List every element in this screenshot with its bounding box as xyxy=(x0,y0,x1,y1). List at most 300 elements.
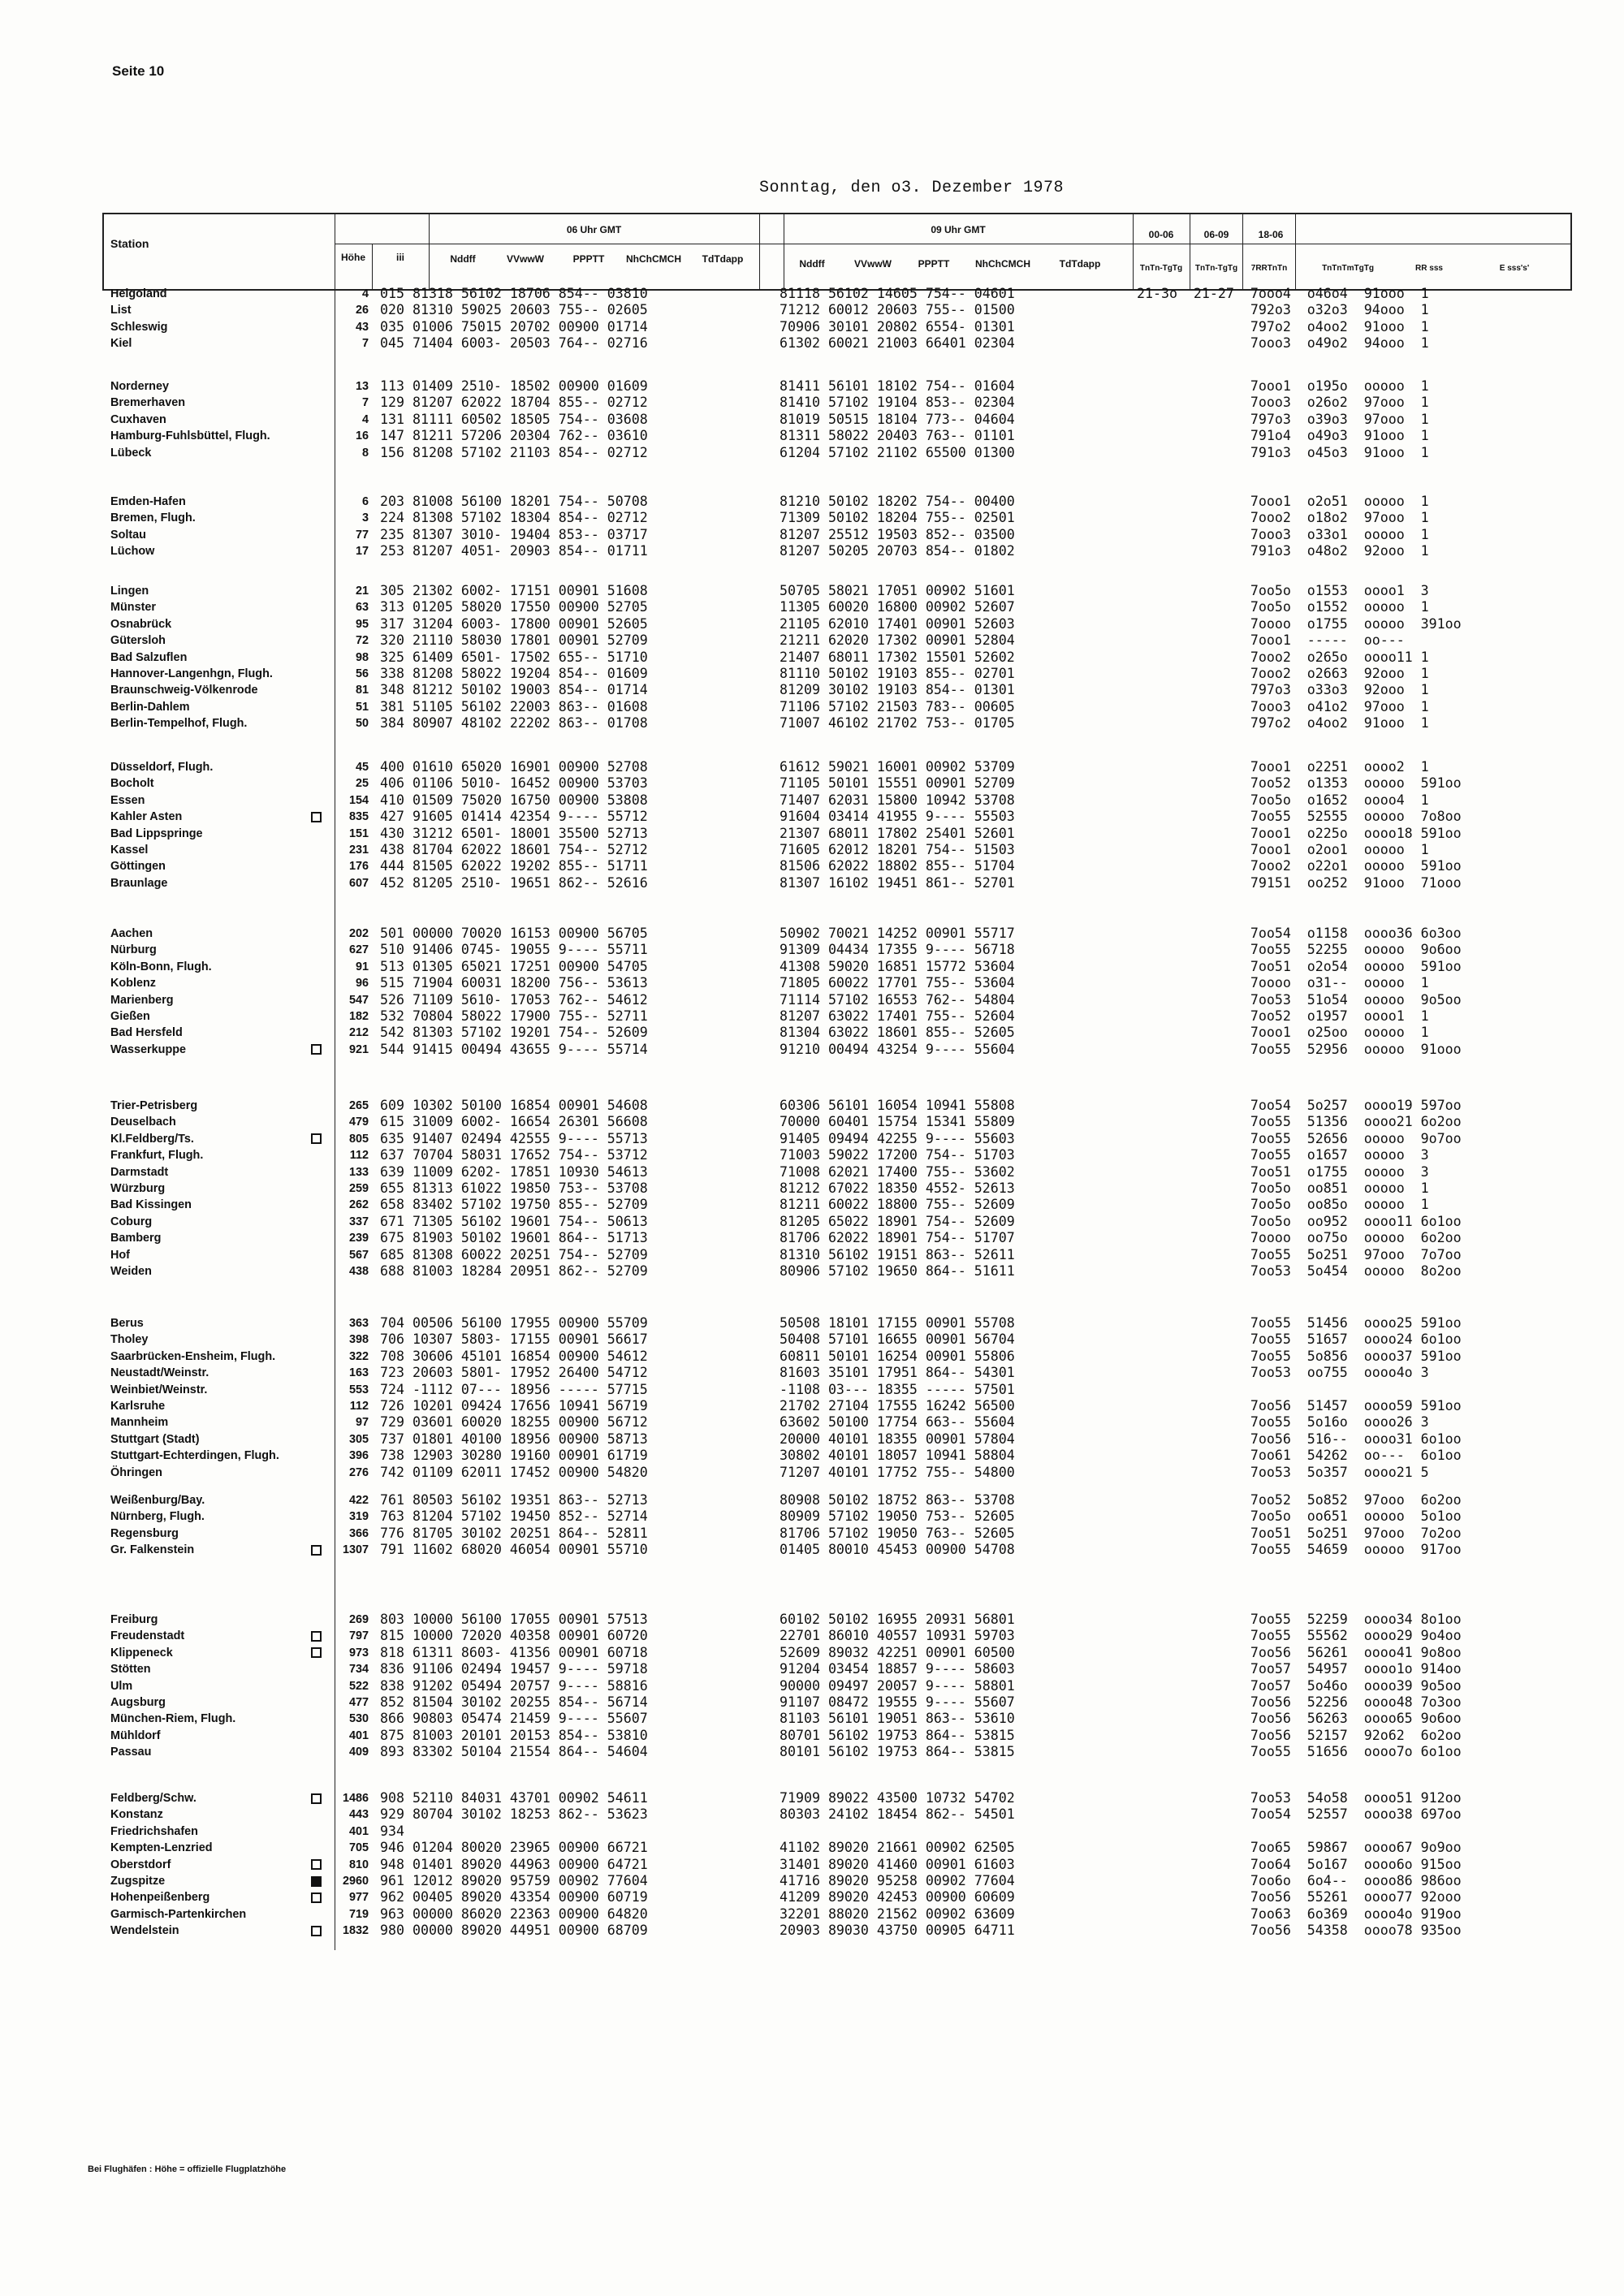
station-name: Münster xyxy=(110,601,156,615)
data-cell: 946 01204 80020 23965 00900 66721 xyxy=(380,1840,648,1856)
data-cell: 7ooo1 o225o oooo18 591oo xyxy=(1137,825,1462,841)
station-row xyxy=(110,1008,346,1025)
station-height: 835 xyxy=(348,810,369,824)
station-name: Gütersloh xyxy=(110,634,166,648)
data-cell: 737 01801 40100 18956 00900 58713 xyxy=(380,1431,648,1447)
data-cell: 7oo55 51456 oooo25 591oo xyxy=(1137,1315,1462,1331)
t0006-header: TnTn-TgTg xyxy=(1139,264,1183,273)
data-cell: 80101 56102 19753 864-- 53815 xyxy=(780,1744,1015,1760)
data-cell: 129 81207 62022 18704 855-- 02712 xyxy=(380,395,648,411)
station-height: 607 xyxy=(348,876,369,890)
data-cell: 31401 89020 41460 00901 61603 xyxy=(780,1856,1015,1872)
station-row xyxy=(110,1628,346,1644)
data-cell: 7oo61 54262 oo--- 6o1oo xyxy=(1137,1448,1462,1464)
station-name: Berus xyxy=(110,1317,144,1330)
station-row xyxy=(110,494,346,510)
data-cell: 7oo55 51657 oooo24 6o1oo xyxy=(1137,1331,1462,1348)
clouds09-header: NhChCMCH xyxy=(975,258,1030,270)
data-cell: 20000 40101 18355 00901 57804 xyxy=(780,1431,1015,1447)
station-group xyxy=(110,1492,346,1559)
station-height: 91 xyxy=(355,960,369,973)
station-height: 7 xyxy=(361,396,369,410)
data-cell: 81207 63022 17401 755-- 52604 xyxy=(780,1008,1015,1024)
data-cell: 91309 04434 17355 9---- 56718 xyxy=(780,942,1015,958)
data-cell: 21702 27104 17555 16242 56500 xyxy=(780,1397,1015,1413)
data-cell: 791o3 o45o3 91ooo 1 xyxy=(1137,444,1429,460)
station-row xyxy=(110,1889,346,1905)
data-cell: 325 61409 6501- 17502 655-- 51710 xyxy=(380,649,648,665)
station-group xyxy=(110,759,346,891)
nddff09-header: Nddff xyxy=(799,258,825,270)
data-cell: 71105 50101 15551 00901 52709 xyxy=(780,775,1015,792)
data-cell: 60811 50101 16254 00901 55806 xyxy=(780,1348,1015,1364)
station-row xyxy=(110,975,346,991)
station-name: Lüchow xyxy=(110,545,155,559)
station-row xyxy=(110,1331,346,1348)
station-row xyxy=(110,1806,346,1823)
station-name: Köln-Bonn, Flugh. xyxy=(110,960,212,973)
data-cell: 71212 60012 20603 755-- 01500 xyxy=(780,302,1015,318)
data-cell: 7oo55 52255 ooooo 9o6oo xyxy=(1137,942,1462,958)
station-height: 305 xyxy=(348,1432,369,1446)
station-name: Karlsruhe xyxy=(110,1399,166,1413)
station-name: Stötten xyxy=(110,1663,151,1677)
data-cell: 381 51105 56102 22003 863-- 01608 xyxy=(380,698,648,714)
station-height: 8 xyxy=(361,446,369,460)
station-height: 734 xyxy=(348,1663,369,1677)
data-cell: 438 81704 62022 18601 754-- 52712 xyxy=(380,841,648,857)
station-height: 805 xyxy=(348,1132,369,1146)
station-height: 547 xyxy=(348,993,369,1007)
station-name: Bad Salzuflen xyxy=(110,650,188,664)
data-cell: 875 81003 20101 20153 854-- 53810 xyxy=(380,1727,648,1743)
station-group xyxy=(110,583,346,732)
station-row xyxy=(110,1711,346,1727)
station-height: 6 xyxy=(361,495,369,508)
station-height: 705 xyxy=(348,1841,369,1855)
data-cell: 91604 03414 41955 9---- 55503 xyxy=(780,809,1015,825)
obs-09-column xyxy=(780,1098,1015,1280)
data-cell: 726 10201 09424 17656 10941 56719 xyxy=(380,1397,648,1413)
data-cell: 444 81505 62022 19202 855-- 51711 xyxy=(380,858,648,874)
obs-09-column xyxy=(780,286,1015,352)
data-cell: 803 10000 56100 17055 00901 57513 xyxy=(380,1612,648,1627)
station-name: Nürnberg, Flugh. xyxy=(110,1510,205,1524)
data-cell: 7oo51 o2o54 ooooo 591oo xyxy=(1137,958,1462,974)
data-cell: 962 00405 89020 43354 00900 60719 xyxy=(380,1889,648,1905)
station-row xyxy=(110,599,346,615)
data-cell: 934 xyxy=(380,1823,404,1839)
data-cell: 21105 62010 17401 00901 52603 xyxy=(780,615,1015,632)
station-row xyxy=(110,1098,346,1114)
extremes-column xyxy=(1137,583,1462,732)
data-cell: 81506 62022 18802 855-- 51704 xyxy=(780,858,1015,874)
data-cell: 7oo56 56263 oooo65 9o6oo xyxy=(1137,1711,1462,1727)
station-height: 522 xyxy=(348,1679,369,1693)
data-cell: 836 91106 02494 19457 9---- 59718 xyxy=(380,1661,648,1677)
station-name: Nürburg xyxy=(110,943,157,957)
data-cell: 515 71904 60031 18200 756-- 53613 xyxy=(380,975,648,991)
station-height: 112 xyxy=(349,1149,369,1163)
data-cell: 818 61311 8603- 41356 00901 60718 xyxy=(380,1644,648,1660)
station-name: Trier-Petrisberg xyxy=(110,1099,198,1112)
station-group xyxy=(110,1790,346,1940)
data-cell: 7oo57 54957 oooo1o 914oo xyxy=(1137,1661,1462,1677)
station-row xyxy=(110,1025,346,1041)
station-row xyxy=(110,1840,346,1856)
data-cell: 60102 50102 16955 20931 56801 xyxy=(780,1612,1015,1627)
station-name: Frankfurt, Flugh. xyxy=(110,1149,204,1163)
station-height: 231 xyxy=(348,843,369,857)
data-cell: 791o4 o49o3 91ooo 1 xyxy=(1137,428,1429,444)
station-row xyxy=(110,1382,346,1398)
station-height: 265 xyxy=(348,1099,369,1112)
station-height: 3 xyxy=(361,511,369,525)
data-cell: 50705 58021 17051 00902 51601 xyxy=(780,583,1015,598)
station-row xyxy=(110,759,346,775)
obs-09-column xyxy=(780,926,1015,1058)
data-cell: 71106 57102 21503 783-- 00605 xyxy=(780,698,1015,714)
station-row xyxy=(110,286,346,302)
data-cell: 81603 35101 17951 864-- 54301 xyxy=(780,1365,1015,1381)
data-cell: 80303 24102 18454 862-- 54501 xyxy=(780,1806,1015,1823)
data-cell: 7oo53 51o54 ooooo 9o5oo xyxy=(1137,991,1462,1008)
data-cell: 156 81208 57102 21103 854-- 02712 xyxy=(380,444,648,460)
data-cell: 7oo52 o1957 oooo1 1 xyxy=(1137,1008,1429,1024)
data-cell: 797o3 o39o3 97ooo 1 xyxy=(1137,411,1429,427)
station-name: Passau xyxy=(110,1746,152,1759)
data-cell: 317 31204 6003- 17800 00901 52605 xyxy=(380,615,648,632)
data-cell: 452 81205 2510- 19651 862-- 52616 xyxy=(380,874,648,891)
station-row xyxy=(110,1661,346,1677)
data-cell xyxy=(1137,1823,1462,1840)
data-cell: 866 90803 05474 21459 9---- 55607 xyxy=(380,1711,648,1727)
data-cell: 338 81208 58022 19204 854-- 01609 xyxy=(380,665,648,681)
station-row xyxy=(110,1465,346,1481)
hoehe-column xyxy=(335,1098,369,1280)
station-row xyxy=(110,650,346,666)
data-cell: 532 70804 58022 17900 755-- 52711 xyxy=(380,1008,648,1024)
data-cell: 52609 89032 42251 00901 60500 xyxy=(780,1644,1015,1660)
station-name: Schleswig xyxy=(110,320,168,334)
data-cell: 7ooo1 o195o ooooo 1 xyxy=(1137,378,1429,394)
divider xyxy=(759,213,760,291)
data-cell: 71805 60022 17701 755-- 53604 xyxy=(780,975,1015,991)
data-cell: 91405 09494 42255 9---- 55603 xyxy=(780,1130,1015,1146)
data-cell: 71605 62012 18201 754-- 51503 xyxy=(780,841,1015,857)
station-row xyxy=(110,959,346,975)
station-height: 77 xyxy=(355,528,369,542)
station-name: Regensburg xyxy=(110,1526,179,1540)
station-name: Lübeck xyxy=(110,446,152,460)
data-cell: 7ooo1 ----- oo--- xyxy=(1137,632,1405,649)
station-row xyxy=(110,1678,346,1694)
data-cell: 305 21302 6002- 17151 00901 51608 xyxy=(380,583,648,598)
station-height: 151 xyxy=(348,826,369,840)
data-cell: 384 80907 48102 22202 863-- 01708 xyxy=(380,715,648,732)
data-cell: 7oo5o oo851 ooooo 1 xyxy=(1137,1180,1429,1196)
station-row xyxy=(110,1230,346,1246)
data-cell: 348 81212 50102 19003 854-- 01714 xyxy=(380,682,648,698)
station-row xyxy=(110,1349,346,1365)
station-name: Darmstadt xyxy=(110,1165,169,1179)
extremes-column xyxy=(1137,1315,1462,1481)
station-name: Coburg xyxy=(110,1215,153,1228)
station-height: 422 xyxy=(348,1494,369,1507)
station-row xyxy=(110,926,346,942)
data-cell: 729 03601 60020 18255 00900 56712 xyxy=(380,1414,648,1431)
station-name: Gr. Falkenstein xyxy=(110,1543,195,1557)
station-row xyxy=(110,1042,346,1058)
data-cell: 81207 25512 19503 852-- 03500 xyxy=(780,526,1015,542)
station-name: Bremerhaven xyxy=(110,396,185,410)
extremes-column xyxy=(1137,1790,1462,1940)
data-cell: 7ooo2 o265o oooo11 1 xyxy=(1137,649,1429,665)
data-cell: 7oo53 oo755 oooo4o 3 xyxy=(1137,1365,1429,1381)
station-height: 17 xyxy=(355,545,369,559)
data-cell: 035 01006 75015 20702 00900 01714 xyxy=(380,318,648,334)
station-row xyxy=(110,699,346,715)
data-cell: 7oo51 o1755 ooooo 3 xyxy=(1137,1163,1429,1180)
mountain-station-marker-icon xyxy=(311,1926,322,1936)
obs-06-column xyxy=(380,378,648,461)
data-cell: 045 71404 6003- 20503 764-- 02716 xyxy=(380,335,648,352)
data-cell: 655 81313 61022 19850 753-- 53708 xyxy=(380,1180,648,1196)
data-cell: 70906 30101 20802 6554- 01301 xyxy=(780,318,1015,334)
data-cell: 742 01109 62011 17452 00900 54820 xyxy=(380,1464,648,1480)
data-cell: 7oo56 54358 oooo78 935oo xyxy=(1137,1923,1462,1939)
station-row xyxy=(110,1694,346,1711)
data-cell: 81211 60022 18800 755-- 52609 xyxy=(780,1197,1015,1213)
extremes-column xyxy=(1137,1098,1462,1280)
data-cell: 91210 00494 43254 9---- 55604 xyxy=(780,1041,1015,1057)
data-cell: 7ooo1 o25oo ooooo 1 xyxy=(1137,1025,1429,1041)
station-height: 154 xyxy=(348,793,369,807)
station-row xyxy=(110,1873,346,1889)
divider xyxy=(1133,213,1134,291)
extremes-column xyxy=(1137,926,1462,1058)
data-cell: 81209 30102 19103 854-- 01301 xyxy=(780,682,1015,698)
hoehe-column xyxy=(335,1790,369,1940)
station-name: München-Riem, Flugh. xyxy=(110,1712,236,1726)
extremes-column xyxy=(1137,1492,1462,1559)
data-cell: 71909 89022 43500 10732 54702 xyxy=(780,1790,1015,1806)
data-cell: 635 91407 02494 42555 9---- 55713 xyxy=(380,1130,648,1146)
station-height: 97 xyxy=(355,1416,369,1430)
station-group xyxy=(110,926,346,1058)
data-cell: 7oo64 5o167 oooo6o 915oo xyxy=(1137,1856,1462,1872)
data-cell: 724 -1112 07--- 18956 ----- 57715 xyxy=(380,1381,648,1397)
divider xyxy=(1295,213,1296,291)
tdapp09-header: TdTdapp xyxy=(1059,258,1101,270)
hoehe-column xyxy=(335,378,369,461)
clouds-header: NhChCMCH xyxy=(626,253,681,265)
data-cell: 020 81310 59025 20603 755-- 02605 xyxy=(380,302,648,318)
data-cell: 929 80704 30102 18253 862-- 53623 xyxy=(380,1806,648,1823)
data-cell: 7oo55 51656 oooo7o 6o1oo xyxy=(1137,1744,1462,1760)
station-name: Kahler Asten xyxy=(110,810,183,824)
station-row xyxy=(110,1263,346,1280)
data-cell: 79151 oo252 91ooo 71ooo xyxy=(1137,874,1462,891)
station-name: Garmisch-Partenkirchen xyxy=(110,1907,247,1921)
station-name: Würzburg xyxy=(110,1181,166,1195)
hoehe-column xyxy=(335,583,369,732)
data-cell: 21407 68011 17302 15501 52602 xyxy=(780,649,1015,665)
station-row xyxy=(110,992,346,1008)
data-cell: 639 11009 6202- 17851 10930 54613 xyxy=(380,1163,648,1180)
data-cell: 71003 59022 17200 754-- 51703 xyxy=(780,1147,1015,1163)
data-cell: 80701 56102 19753 864-- 53815 xyxy=(780,1727,1015,1743)
mountain-station-marker-icon xyxy=(311,1545,322,1556)
station-name: Bad Kissingen xyxy=(110,1198,192,1212)
data-cell: 815 10000 72020 40358 00901 60720 xyxy=(380,1628,648,1644)
wwww09-header: VVwwW xyxy=(853,258,892,270)
station-height: 973 xyxy=(348,1646,369,1659)
data-cell: 7ooo1 o2o51 ooooo 1 xyxy=(1137,494,1429,509)
ppptt-header: PPPTT xyxy=(572,253,605,265)
date-title: Sonntag, den o3. Dezember 1978 xyxy=(759,179,1065,197)
data-cell: 501 00000 70020 16153 00900 56705 xyxy=(380,926,648,941)
station-name: Stuttgart-Echterdingen, Flugh. xyxy=(110,1449,279,1463)
station-name: Göttingen xyxy=(110,860,166,874)
station-height: 2960 xyxy=(342,1874,369,1888)
station-height: 443 xyxy=(348,1808,369,1822)
hoehe-column xyxy=(335,1492,369,1559)
data-cell: 7oo56 55261 oooo77 92ooo xyxy=(1137,1889,1462,1905)
data-cell: 671 71305 56102 19601 754-- 50613 xyxy=(380,1213,648,1229)
data-cell: 7oo5o oo85o ooooo 1 xyxy=(1137,1197,1429,1213)
data-cell: 70000 60401 15754 15341 55809 xyxy=(780,1114,1015,1130)
station-height: 479 xyxy=(348,1116,369,1129)
station-name: Mühldorf xyxy=(110,1728,161,1742)
data-cell: 81103 56101 19051 863-- 53610 xyxy=(780,1711,1015,1727)
data-cell: 32201 88020 21562 00902 63609 xyxy=(780,1905,1015,1922)
data-cell: 7oo55 54659 ooooo 917oo xyxy=(1137,1542,1462,1558)
station-row xyxy=(110,1790,346,1806)
data-cell: 81205 65022 18901 754-- 52609 xyxy=(780,1213,1015,1229)
data-cell: -1108 03--- 18355 ----- 57501 xyxy=(780,1381,1015,1397)
divider xyxy=(1242,213,1243,291)
station-row xyxy=(110,1492,346,1508)
station-row xyxy=(110,1147,346,1163)
data-cell: 688 81003 18284 20951 862-- 52709 xyxy=(380,1262,648,1279)
station-row xyxy=(110,1164,346,1180)
mountain-station-marker-icon xyxy=(311,1876,322,1887)
mountain-station-marker-icon xyxy=(311,1631,322,1642)
data-cell: 71008 62021 17400 755-- 53602 xyxy=(780,1163,1015,1180)
station-height: 176 xyxy=(348,860,369,874)
data-cell: 71407 62031 15800 10942 53708 xyxy=(780,792,1015,808)
obs-06-column xyxy=(380,1612,648,1761)
data-cell: 61612 59021 16001 00902 53709 xyxy=(780,759,1015,775)
data-cell: 7oo55 51356 oooo21 6o2oo xyxy=(1137,1114,1462,1130)
data-cell: 427 91605 01414 42354 9---- 55712 xyxy=(380,809,648,825)
data-cell: 7oo52 5o852 97ooo 6o2oo xyxy=(1137,1492,1462,1508)
obs-06-column xyxy=(380,583,648,732)
station-name: Helgoland xyxy=(110,287,167,300)
station-row xyxy=(110,809,346,825)
station-height: 4 xyxy=(361,287,369,300)
data-cell: 838 91202 05494 20757 9---- 58816 xyxy=(380,1677,648,1694)
data-cell: 852 81504 30102 20255 854-- 56714 xyxy=(380,1694,648,1710)
obs-09-column xyxy=(780,1315,1015,1481)
station-height: 322 xyxy=(348,1349,369,1363)
t0609-header: TnTn-TgTg xyxy=(1194,264,1238,273)
obs-09-column xyxy=(780,494,1015,560)
station-height: 530 xyxy=(348,1712,369,1726)
data-cell: 20903 89030 43750 00905 64711 xyxy=(780,1923,1015,1939)
station-height: 921 xyxy=(348,1042,369,1056)
data-cell: 637 70704 58031 17652 754-- 53712 xyxy=(380,1147,648,1163)
data-cell: 224 81308 57102 18304 854-- 02712 xyxy=(380,510,648,526)
hoehe-header: Höhe xyxy=(341,252,365,263)
station-row xyxy=(110,775,346,792)
station-name: Hannover-Langenhgn, Flugh. xyxy=(110,667,273,680)
extremes-column xyxy=(1137,494,1429,560)
station-row xyxy=(110,428,346,444)
data-cell: 7oo65 59867 oooo67 9o9oo xyxy=(1137,1840,1462,1856)
station-height: 112 xyxy=(349,1399,369,1413)
station-row xyxy=(110,1857,346,1873)
station-height: 4 xyxy=(361,412,369,426)
data-cell: 738 12903 30280 19160 00901 61719 xyxy=(380,1448,648,1464)
obs-06-column xyxy=(380,1098,648,1280)
station-height: 269 xyxy=(348,1613,369,1626)
data-cell: 01405 80010 45453 00900 54708 xyxy=(780,1542,1015,1558)
hoehe-column xyxy=(335,1612,369,1761)
wwww-header: VVwwW xyxy=(506,253,544,265)
station-height: 81 xyxy=(355,684,369,697)
data-cell: 791 11602 68020 46054 00901 55710 xyxy=(380,1542,648,1558)
data-cell xyxy=(1137,1382,1462,1398)
data-cell xyxy=(780,1823,1015,1840)
data-cell: 963 00000 86020 22363 00900 64820 xyxy=(380,1905,648,1922)
data-cell: 723 20603 5801- 17952 26400 54712 xyxy=(380,1365,648,1381)
data-cell: 544 91415 00494 43655 9---- 55714 xyxy=(380,1041,648,1057)
data-cell: 961 12012 89020 95759 00902 77604 xyxy=(380,1872,648,1888)
data-cell: 510 91406 0745- 19055 9---- 55711 xyxy=(380,942,648,958)
station-row xyxy=(110,1612,346,1628)
data-cell: 797o3 o33o3 92ooo 1 xyxy=(1137,682,1429,698)
ppptt09-header: PPPTT xyxy=(918,258,950,270)
obs-06-column xyxy=(380,926,648,1058)
page-number: Seite 10 xyxy=(112,63,165,79)
data-cell: 71007 46102 21702 753-- 01705 xyxy=(780,715,1015,732)
station-row xyxy=(110,875,346,891)
station-name: Emden-Hafen xyxy=(110,495,186,508)
station-row xyxy=(110,826,346,842)
station-height: 627 xyxy=(348,943,369,957)
station-height: 438 xyxy=(348,1264,369,1278)
data-cell: 50902 70021 14252 00901 55717 xyxy=(780,926,1015,941)
station-height: 63 xyxy=(355,601,369,615)
station-height: 1486 xyxy=(342,1792,369,1805)
data-cell: 81207 50205 20703 854-- 01802 xyxy=(780,543,1015,559)
station-row xyxy=(110,1542,346,1558)
station-row xyxy=(110,1906,346,1923)
station-height: 396 xyxy=(348,1449,369,1463)
data-cell: 21-3o 21-27 7ooo4 o46o4 91ooo 1 xyxy=(1137,286,1429,301)
data-cell: 609 10302 50100 16854 00901 54608 xyxy=(380,1098,648,1113)
obs-06-column xyxy=(380,1315,648,1481)
station-name: Ulm xyxy=(110,1679,133,1693)
extremes-column xyxy=(1137,378,1429,461)
data-cell: 22701 86010 40557 10931 59703 xyxy=(780,1628,1015,1644)
mountain-station-marker-icon xyxy=(311,1133,322,1144)
station-name: Neustadt/Weinstr. xyxy=(110,1366,209,1380)
station-height: 51 xyxy=(355,700,369,714)
data-cell: 7ooo3 o49o2 94ooo 1 xyxy=(1137,335,1429,352)
